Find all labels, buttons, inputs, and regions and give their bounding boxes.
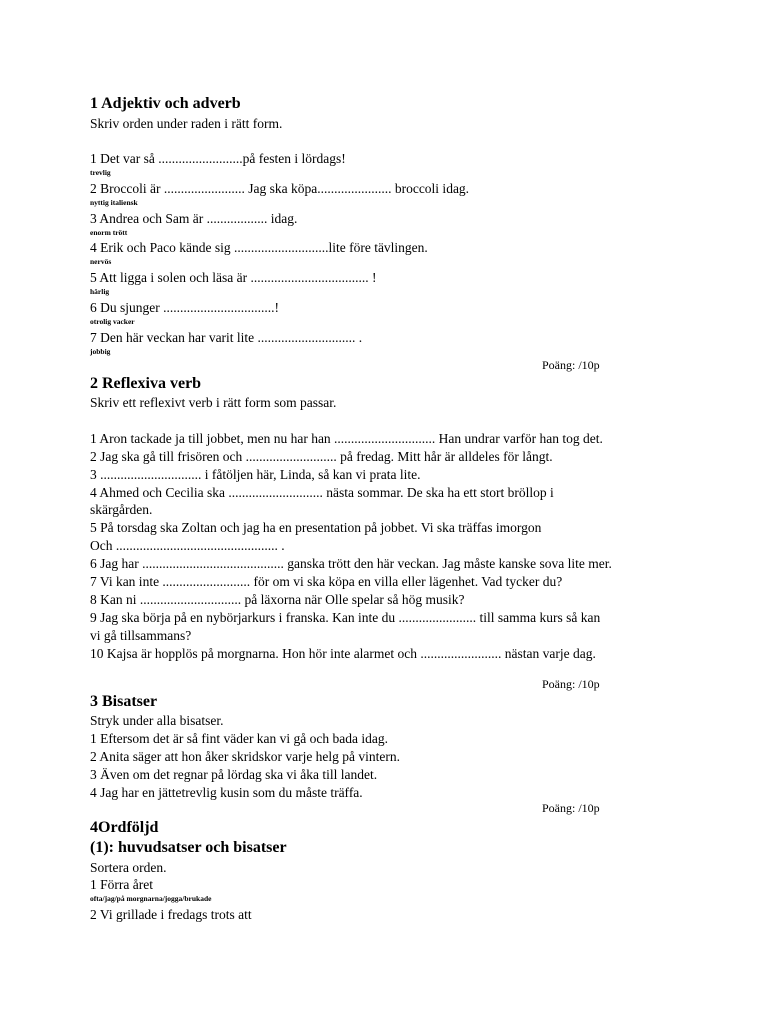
section-3-heading: 3 Bisatser <box>90 693 158 710</box>
exercise-line: 1 Det var så .........................på festen i lördags! <box>90 151 346 166</box>
exercise-line: 3 Andrea och Sam är .................. idag. <box>90 211 298 226</box>
exercise-line: 2 Vi grillade i fredags trots att <box>90 907 252 922</box>
word-hint: ofta/jag/på morgnarna/jogga/brukade <box>90 894 212 903</box>
section-4-subheading: (1): huvudsatser och bisatser <box>90 839 287 856</box>
exercise-line: Och ................................................ . <box>90 538 285 553</box>
exercise-line: 6 Jag har .......................................... ganska trött den här veckan. Jag måste kanske sova lite mer. <box>90 556 612 571</box>
score-label: Poäng: /10p <box>542 801 600 815</box>
exercise-line: 1 Eftersom det är så fint väder kan vi gå och bada idag. <box>90 731 389 746</box>
exercise-line: 5 På torsdag ska Zoltan och jag ha en presentation på jobbet. Vi ska träffas imorgon <box>90 520 542 535</box>
word-hint: otrolig vacker <box>90 317 135 326</box>
exercise-line: 1 Förra året <box>90 877 153 892</box>
exercise-line: 1 Aron tackade ja till jobbet, men nu har han .............................. Han undrar varför han tog det. <box>90 431 603 446</box>
word-hint: härlig <box>90 287 110 296</box>
section-1-instruction: Skriv orden under raden i rätt form. <box>90 116 283 131</box>
exercise-line: 4 Jag har en jättetrevlig kusin som du måste träffa. <box>90 785 363 800</box>
exercise-line: 2 Anita säger att hon åker skridskor varje helg på vintern. <box>90 749 401 764</box>
exercise-line: 7 Vi kan inte .......................... för om vi ska köpa en villa eller lägenhet. Vad tycker du? <box>90 574 563 589</box>
word-hint: nervös <box>90 257 112 266</box>
section-4-heading: 4Ordföljd <box>90 819 159 836</box>
section-2-instruction: Skriv ett reflexivt verb i rätt form som passar. <box>90 395 337 410</box>
word-hint: enorm trött <box>90 228 128 237</box>
exercise-line: 6 Du sjunger .................................! <box>90 300 279 315</box>
exercise-line: 8 Kan ni .............................. på läxorna när Olle spelar så hög musik? <box>90 592 465 607</box>
section-4-instruction: Sortera orden. <box>90 860 167 875</box>
exercise-line: 2 Broccoli är ........................ Jag ska köpa...................... broccoli idag. <box>90 181 470 196</box>
exercise-line: 5 Att ligga i solen och läsa är ................................... ! <box>90 270 377 285</box>
word-hint: nyttig italiensk <box>90 198 138 207</box>
exercise-line: vi gå tillsammans? <box>90 628 192 643</box>
section-1-heading: 1 Adjektiv och adverb <box>90 95 241 112</box>
exercise-line: 2 Jag ska gå till frisören och ........................... på fredag. Mitt hår är alldeles för långt. <box>90 449 553 464</box>
word-hint: trevlig <box>90 168 111 177</box>
exercise-line: skärgården. <box>90 502 153 517</box>
exercise-line: 7 Den här veckan har varit lite ............................. . <box>90 330 363 345</box>
exercise-line: 3 .............................. i fåtöljen här, Linda, så kan vi prata lite. <box>90 467 421 482</box>
section-2-heading: 2 Reflexiva verb <box>90 375 202 392</box>
exercise-line: 9 Jag ska börja på en nybörjarkurs i franska. Kan inte du ....................... till samma kurs så kan <box>90 610 601 625</box>
exercise-line: 4 Ahmed och Cecilia ska ............................ nästa sommar. De ska ha ett stort bröllop i <box>90 485 554 500</box>
exercise-line: 10 Kajsa är hopplös på morgnarna. Hon hör inte alarmet och ........................ nästan varje dag. <box>90 646 596 661</box>
exercise-line: 4 Erik och Paco kände sig ............................lite före tävlingen. <box>90 240 428 255</box>
exercise-line: 3 Även om det regnar på lördag ska vi åka till landet. <box>90 767 378 782</box>
section-3-instruction: Stryk under alla bisatser. <box>90 713 224 728</box>
score-label: Poäng: /10p <box>542 358 600 372</box>
word-hint: jobbig <box>90 347 111 356</box>
score-label: Poäng: /10p <box>542 677 600 691</box>
